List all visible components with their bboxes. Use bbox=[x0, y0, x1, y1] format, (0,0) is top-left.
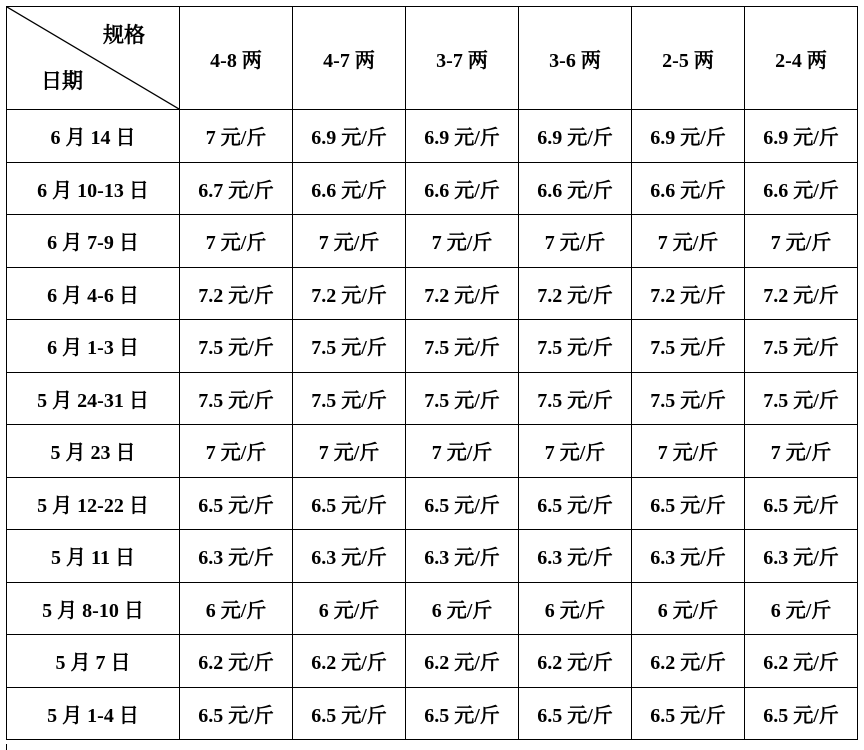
price-cell: 7.2 元/斤 bbox=[180, 267, 293, 320]
price-cell: 6 元/斤 bbox=[519, 582, 632, 635]
date-axis-label: 日期 bbox=[41, 69, 83, 93]
price-cell: 6.2 元/斤 bbox=[180, 635, 293, 688]
table-row bbox=[7, 215, 858, 268]
date-cell: 6 月 1-3 日 bbox=[7, 320, 180, 373]
price-cell: 7 元/斤 bbox=[632, 215, 745, 268]
price-cell: 7.5 元/斤 bbox=[745, 372, 858, 425]
price-cell: 7 元/斤 bbox=[406, 215, 519, 268]
price-cell: 6.2 元/斤 bbox=[293, 635, 406, 688]
date-cell: 5 月 12-22 日 bbox=[7, 477, 180, 530]
price-cell: 6.5 元/斤 bbox=[745, 477, 858, 530]
next-row-edge bbox=[6, 744, 859, 750]
price-cell: 7.5 元/斤 bbox=[632, 372, 745, 425]
price-cell: 7.5 元/斤 bbox=[745, 320, 858, 373]
price-cell: 6.5 元/斤 bbox=[519, 687, 632, 740]
price-cell: 6.3 元/斤 bbox=[745, 530, 858, 583]
column-header: 2-5 两 bbox=[632, 7, 745, 110]
column-header: 4-8 两 bbox=[180, 7, 293, 110]
price-cell: 7.5 元/斤 bbox=[293, 372, 406, 425]
price-cell: 6.5 元/斤 bbox=[632, 477, 745, 530]
price-cell: 6.5 元/斤 bbox=[632, 687, 745, 740]
price-cell: 7.2 元/斤 bbox=[632, 267, 745, 320]
price-cell: 6.5 元/斤 bbox=[180, 687, 293, 740]
column-header: 3-7 两 bbox=[406, 7, 519, 110]
price-cell: 6.3 元/斤 bbox=[406, 530, 519, 583]
price-cell: 7.5 元/斤 bbox=[293, 320, 406, 373]
price-cell: 6.9 元/斤 bbox=[745, 110, 858, 163]
date-cell: 5 月 8-10 日 bbox=[7, 582, 180, 635]
price-cell: 7.2 元/斤 bbox=[745, 267, 858, 320]
date-cell: 6 月 10-13 日 bbox=[7, 162, 180, 215]
date-cell: 6 月 7-9 日 bbox=[7, 215, 180, 268]
price-cell: 6.5 元/斤 bbox=[180, 477, 293, 530]
price-cell: 6.9 元/斤 bbox=[406, 110, 519, 163]
price-cell: 6 元/斤 bbox=[406, 582, 519, 635]
spec-axis-label: 规格 bbox=[103, 23, 145, 47]
price-cell: 6.5 元/斤 bbox=[519, 477, 632, 530]
table-body bbox=[7, 110, 858, 740]
date-cell: 5 月 1-4 日 bbox=[7, 687, 180, 740]
price-cell: 7 元/斤 bbox=[519, 215, 632, 268]
price-cell: 7 元/斤 bbox=[293, 215, 406, 268]
price-cell: 6.9 元/斤 bbox=[293, 110, 406, 163]
price-cell: 6.3 元/斤 bbox=[180, 530, 293, 583]
price-cell: 6.6 元/斤 bbox=[632, 162, 745, 215]
table-row bbox=[7, 530, 858, 583]
column-header: 4-7 两 bbox=[293, 7, 406, 110]
price-cell: 7.5 元/斤 bbox=[180, 372, 293, 425]
price-cell: 6.5 元/斤 bbox=[293, 687, 406, 740]
price-cell: 6.3 元/斤 bbox=[632, 530, 745, 583]
price-cell: 7.5 元/斤 bbox=[406, 320, 519, 373]
price-cell: 6.2 元/斤 bbox=[632, 635, 745, 688]
table-row bbox=[7, 110, 858, 163]
date-cell: 5 月 11 日 bbox=[7, 530, 180, 583]
price-cell: 7.5 元/斤 bbox=[519, 320, 632, 373]
price-cell: 7.2 元/斤 bbox=[293, 267, 406, 320]
column-header: 3-6 两 bbox=[519, 7, 632, 110]
table-row bbox=[7, 477, 858, 530]
price-cell: 7 元/斤 bbox=[745, 425, 858, 478]
price-cell: 6 元/斤 bbox=[632, 582, 745, 635]
price-cell: 6.5 元/斤 bbox=[745, 687, 858, 740]
price-cell: 6.5 元/斤 bbox=[406, 687, 519, 740]
price-cell: 6.3 元/斤 bbox=[293, 530, 406, 583]
price-cell: 7 元/斤 bbox=[180, 425, 293, 478]
corner-header-cell bbox=[7, 7, 180, 110]
table-row bbox=[7, 582, 858, 635]
price-table-container bbox=[6, 6, 858, 740]
diagonal-divider bbox=[7, 7, 179, 109]
price-cell: 7.5 元/斤 bbox=[632, 320, 745, 373]
table-row bbox=[7, 162, 858, 215]
table-row bbox=[7, 687, 858, 740]
date-cell: 6 月 4-6 日 bbox=[7, 267, 180, 320]
price-cell: 6.5 元/斤 bbox=[293, 477, 406, 530]
price-cell: 6.7 元/斤 bbox=[180, 162, 293, 215]
price-cell: 7 元/斤 bbox=[745, 215, 858, 268]
date-cell: 6 月 14 日 bbox=[7, 110, 180, 163]
price-table bbox=[6, 6, 858, 740]
price-cell: 7.5 元/斤 bbox=[406, 372, 519, 425]
price-cell: 7 元/斤 bbox=[180, 215, 293, 268]
price-cell: 7.5 元/斤 bbox=[519, 372, 632, 425]
price-cell: 6.6 元/斤 bbox=[293, 162, 406, 215]
price-cell: 7 元/斤 bbox=[632, 425, 745, 478]
header-row bbox=[7, 7, 858, 110]
date-cell: 5 月 7 日 bbox=[7, 635, 180, 688]
table-row bbox=[7, 372, 858, 425]
price-cell: 6.6 元/斤 bbox=[406, 162, 519, 215]
price-cell: 7 元/斤 bbox=[519, 425, 632, 478]
price-cell: 6.3 元/斤 bbox=[519, 530, 632, 583]
price-cell: 7.5 元/斤 bbox=[180, 320, 293, 373]
price-cell: 7.2 元/斤 bbox=[519, 267, 632, 320]
price-cell: 7 元/斤 bbox=[406, 425, 519, 478]
table-row bbox=[7, 425, 858, 478]
price-cell: 7 元/斤 bbox=[180, 110, 293, 163]
date-cell: 5 月 24-31 日 bbox=[7, 372, 180, 425]
price-cell: 7.2 元/斤 bbox=[406, 267, 519, 320]
table-row bbox=[7, 267, 858, 320]
table-row bbox=[7, 320, 858, 373]
date-cell: 5 月 23 日 bbox=[7, 425, 180, 478]
price-cell: 6 元/斤 bbox=[745, 582, 858, 635]
price-cell: 6.5 元/斤 bbox=[406, 477, 519, 530]
price-cell: 6.2 元/斤 bbox=[406, 635, 519, 688]
price-cell: 7 元/斤 bbox=[293, 425, 406, 478]
price-cell: 6 元/斤 bbox=[293, 582, 406, 635]
price-cell: 6.6 元/斤 bbox=[519, 162, 632, 215]
price-cell: 6.6 元/斤 bbox=[745, 162, 858, 215]
price-cell: 6.2 元/斤 bbox=[519, 635, 632, 688]
price-cell: 6 元/斤 bbox=[180, 582, 293, 635]
table-row bbox=[7, 635, 858, 688]
column-header: 2-4 两 bbox=[745, 7, 858, 110]
price-cell: 6.9 元/斤 bbox=[632, 110, 745, 163]
price-cell: 6.2 元/斤 bbox=[745, 635, 858, 688]
price-cell: 6.9 元/斤 bbox=[519, 110, 632, 163]
